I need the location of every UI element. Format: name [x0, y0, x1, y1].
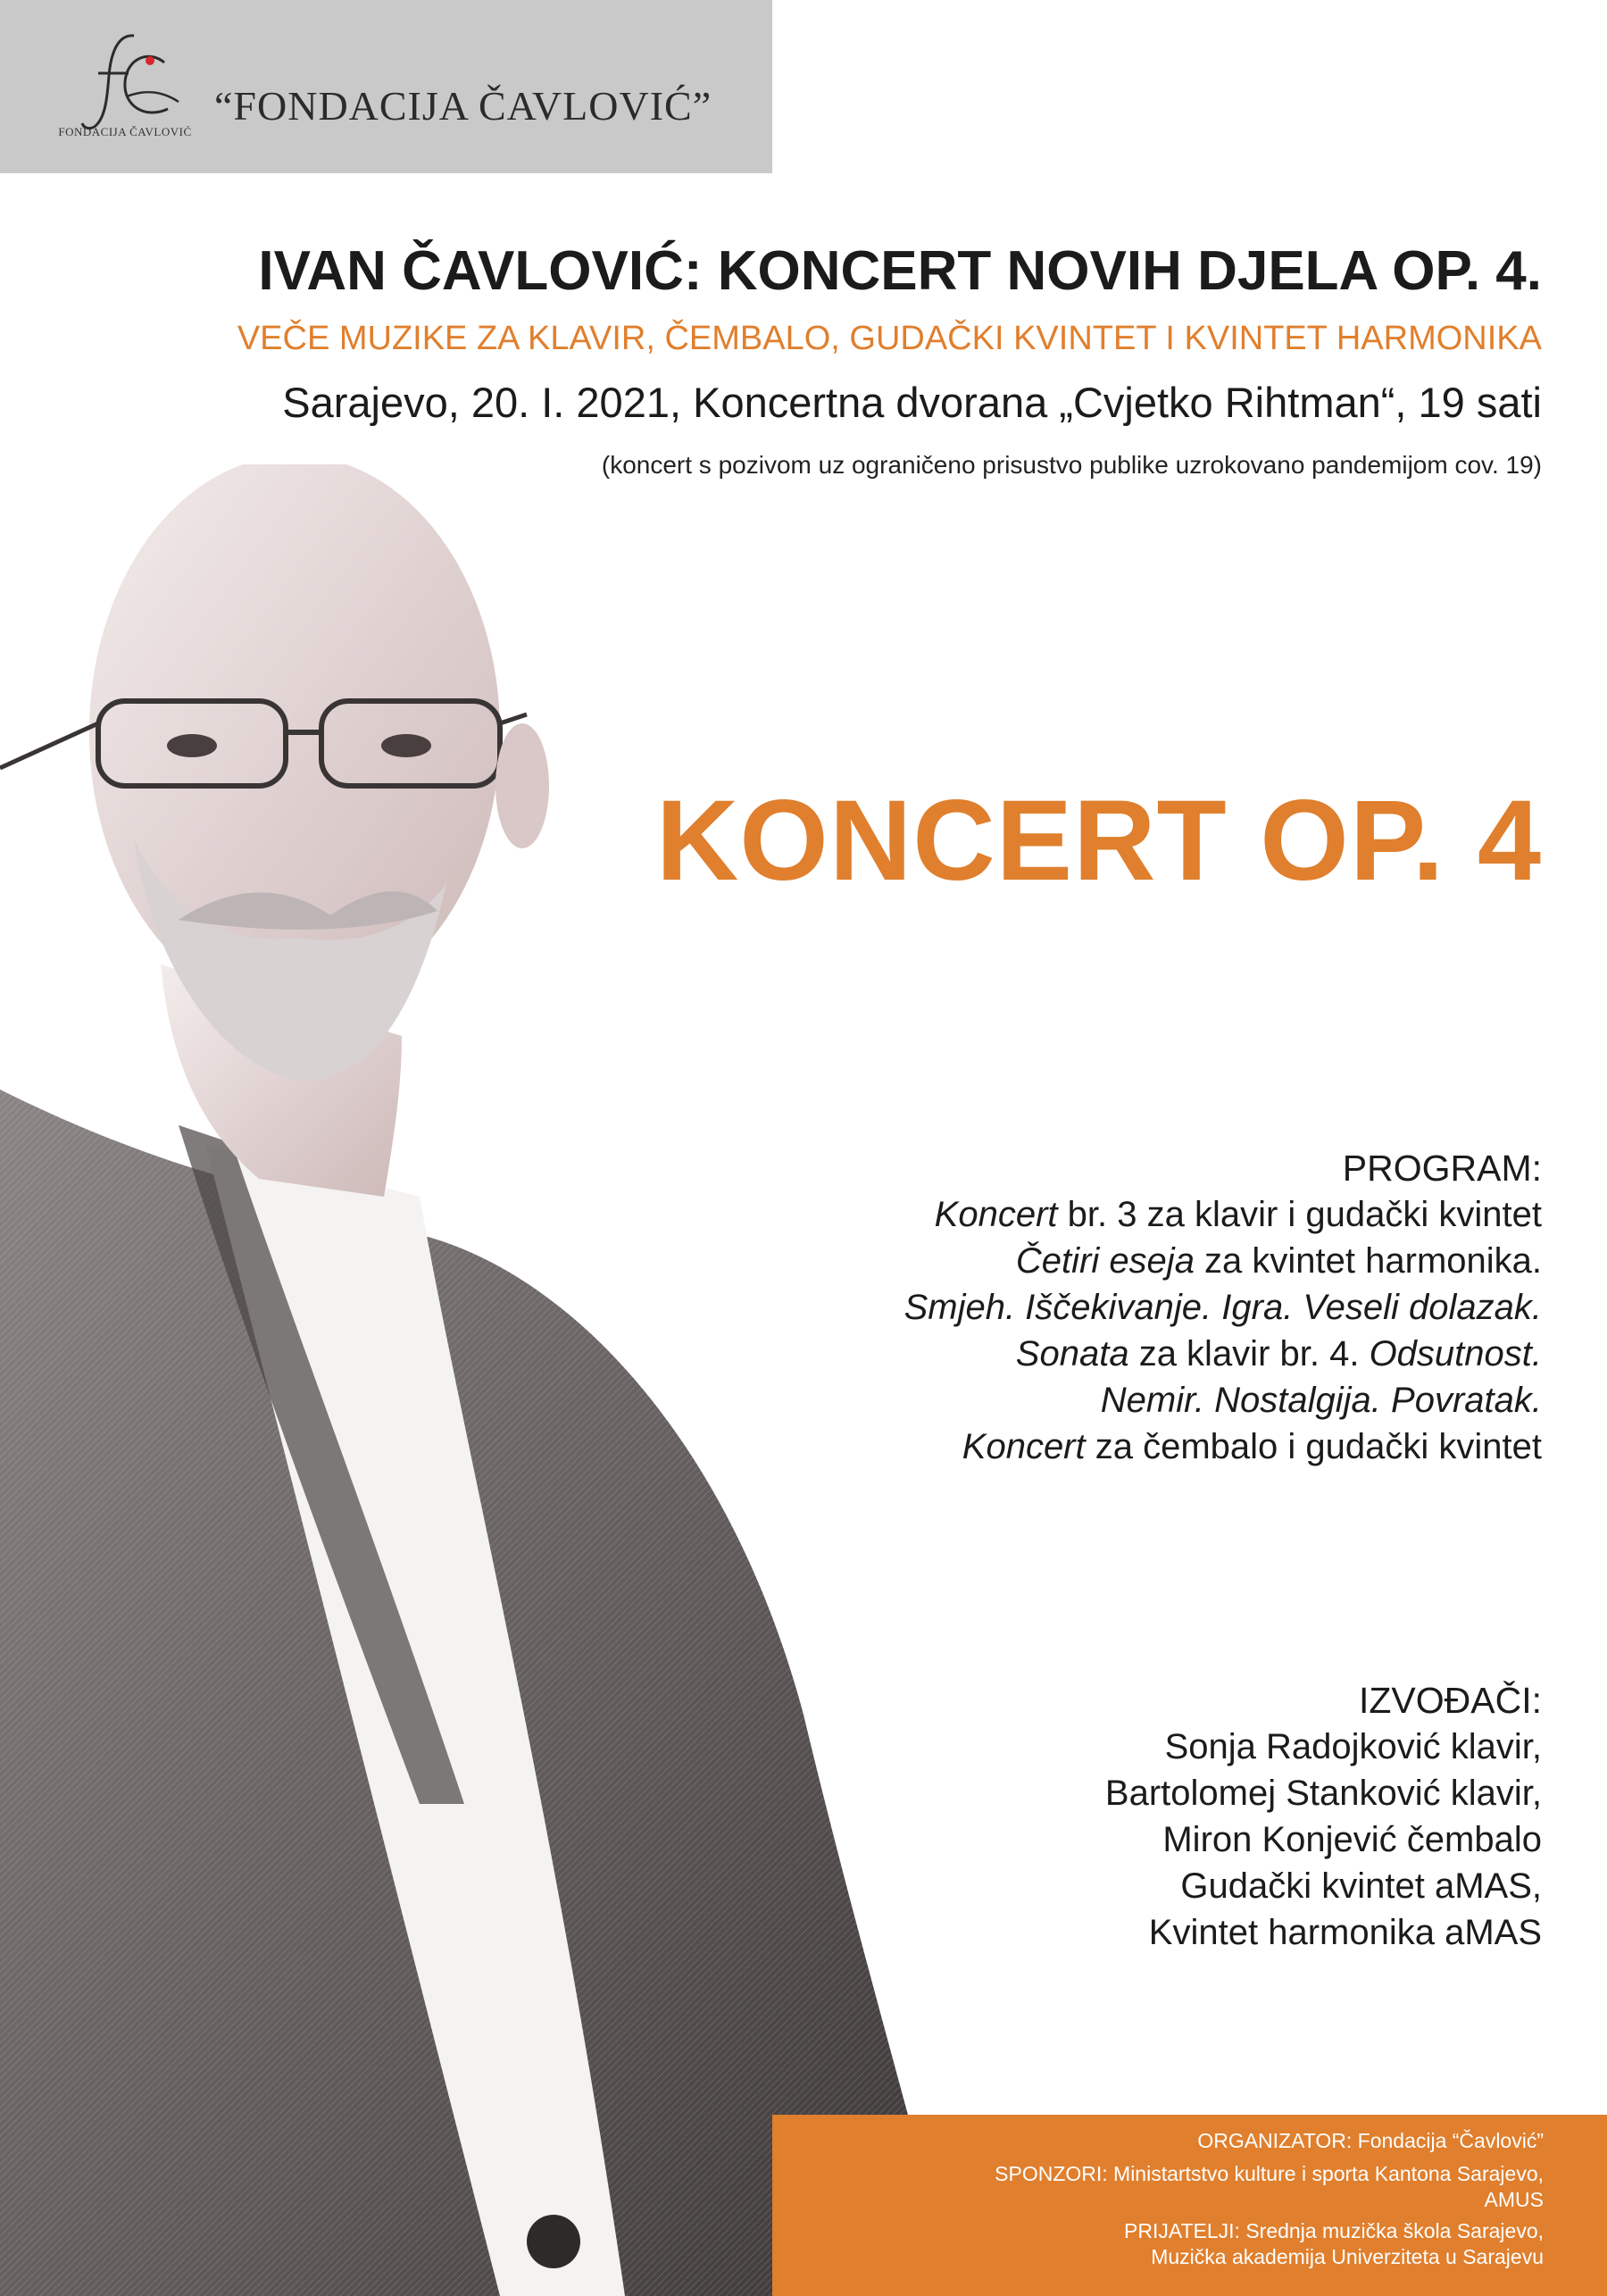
sponsors-block — [995, 2161, 1544, 2213]
performer-item: Bartolomej Stanković klavir, — [1104, 1774, 1542, 1813]
program-item: Koncert br. 3 za klavir i gudački kvintet — [934, 1195, 1542, 1234]
program-item: Četiri eseja za kvintet harmonika. — [1015, 1241, 1542, 1281]
program-item: Sonata za klavir br. 4. Odsutnost. — [1015, 1334, 1542, 1373]
program-item: Smjeh. Iščekivanje. Igra. Veseli dolazak. — [903, 1288, 1542, 1327]
logo-caption: FONDACIJA ČAVLOVIĆ — [58, 125, 192, 138]
organizer-line: ORGANIZATOR: Fondacija “Čavlović” — [1197, 2129, 1544, 2152]
composer-portrait — [0, 464, 1027, 2296]
friends-line: PRIJATELJI: Srednja muzička škola Sarajevo, — [1124, 2219, 1544, 2242]
friends-line: Muzička akademija Univerziteta u Sarajevu — [1151, 2245, 1544, 2268]
program-section — [904, 1145, 1542, 1470]
attendance-note: (koncert s pozivom uz ograničeno prisustvo publike uzrokovano pandemijom cov. 19) — [601, 451, 1542, 479]
friends-block — [1124, 2218, 1544, 2270]
performer-item: Miron Konjević čembalo — [1162, 1820, 1542, 1859]
foundation-name: “FONDACIJA ČAVLOVIĆ” — [214, 83, 712, 129]
date-venue-line: Sarajevo, 20. I. 2021, Koncertna dvorana „Cvjetko Rihtman“, 19 sati — [282, 379, 1542, 426]
page-title: IVAN ČAVLOVIĆ: KONCERT NOVIH DJELA OP. 4. — [258, 240, 1542, 302]
program-heading: PROGRAM: — [1342, 1148, 1542, 1189]
performers-section — [1105, 1677, 1542, 1956]
performer-item: Kvintet harmonika aMAS — [1148, 1913, 1542, 1952]
performers-heading: IZVOĐAČI: — [1358, 1680, 1542, 1721]
concert-headline: KONCERT OP. 4 — [655, 777, 1542, 905]
program-item: Nemir. Nostalgija. Povratak. — [1100, 1381, 1542, 1420]
performer-item: Sonja Radojković klavir, — [1164, 1727, 1542, 1766]
sponsors-line: SPONZORI: Ministartstvo kulture i sporta Kantona Sarajevo, — [995, 2162, 1544, 2185]
sponsors-line: AMUS — [1484, 2188, 1544, 2211]
program-item: Koncert za čembalo i gudački kvintet — [962, 1427, 1542, 1466]
performer-item: Gudački kvintet aMAS, — [1180, 1866, 1542, 1906]
subtitle: VEČE MUZIKE ZA KLAVIR, ČEMBALO, GUDAČKI KVINTET I KVINTET HARMONIKA — [237, 320, 1542, 357]
